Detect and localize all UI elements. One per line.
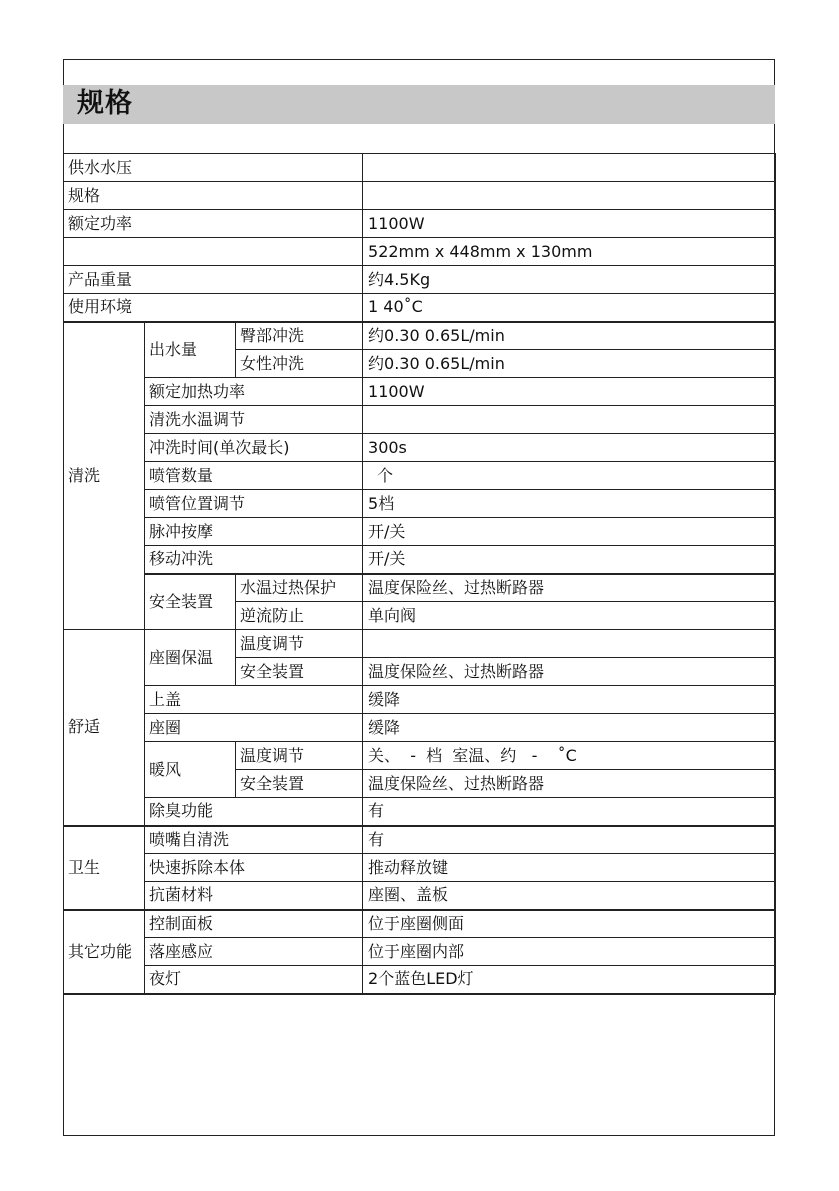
- table-row: [64, 434, 776, 462]
- table-row: [64, 798, 776, 826]
- row-value: 约0.30 0.65L/min: [363, 322, 776, 350]
- row-label: [64, 238, 363, 266]
- row-value: 1100W: [363, 210, 776, 238]
- row-value: 温度保险丝、过热断路器: [363, 770, 776, 798]
- table-row: [64, 966, 776, 994]
- row-label: 使用环境: [64, 294, 363, 322]
- row-label: 上盖: [145, 686, 363, 714]
- row-value: 1 40˚C: [363, 294, 776, 322]
- row-label: 女性冲洗: [236, 350, 363, 378]
- table-row: [64, 154, 776, 182]
- row-label: 温度调节: [236, 630, 363, 658]
- row-label: 移动冲洗: [145, 546, 363, 574]
- row-label: 喷嘴自清洗: [145, 826, 363, 854]
- table-row: [64, 910, 776, 938]
- table-row: [64, 882, 776, 910]
- row-label: 脉冲按摩: [145, 518, 363, 546]
- table-row: [64, 742, 776, 770]
- title-bar: [63, 85, 775, 124]
- table-row: [64, 518, 776, 546]
- row-label: 喷管数量: [145, 462, 363, 490]
- row-value: [363, 630, 776, 658]
- row-value: 关、 - 档 室温、约 - ˚C: [363, 742, 776, 770]
- row-label: 落座感应: [145, 938, 363, 966]
- row-label: 温度调节: [236, 742, 363, 770]
- row-value: [363, 182, 776, 210]
- row-value: 位于座圈内部: [363, 938, 776, 966]
- row-value: [363, 406, 776, 434]
- table-row: [64, 322, 776, 350]
- row-value: 有: [363, 798, 776, 826]
- table-row: [64, 714, 776, 742]
- row-label: 臀部冲洗: [236, 322, 363, 350]
- table-row: [64, 378, 776, 406]
- row-label: 除臭功能: [145, 798, 363, 826]
- row-label: 水温过热保护: [236, 574, 363, 602]
- row-value: 开/关: [363, 518, 776, 546]
- table-row: [64, 938, 776, 966]
- table-row: [64, 266, 776, 294]
- row-value: 单向阀: [363, 602, 776, 630]
- row-label: 规格: [64, 182, 363, 210]
- row-label: 夜灯: [145, 966, 363, 994]
- sub-group-label: 出水量: [145, 322, 236, 378]
- row-value: 522mm x 448mm x 130mm: [363, 238, 776, 266]
- table-row: [64, 462, 776, 490]
- row-value: 300s: [363, 434, 776, 462]
- row-label: 额定加热功率: [145, 378, 363, 406]
- row-label: 冲洗时间(单次最长): [145, 434, 363, 462]
- row-value: 座圈、盖板: [363, 882, 776, 910]
- sub-group-label: 暖风: [145, 742, 236, 798]
- table-row: [64, 210, 776, 238]
- row-label: 额定功率: [64, 210, 363, 238]
- table-row: [64, 826, 776, 854]
- row-value: 推动释放键: [363, 854, 776, 882]
- row-label: 喷管位置调节: [145, 490, 363, 518]
- row-label: 供水水压: [64, 154, 363, 182]
- sub-group-label: 安全装置: [145, 574, 236, 630]
- table-row: [64, 546, 776, 574]
- table-row: [64, 630, 776, 658]
- row-value: 温度保险丝、过热断路器: [363, 658, 776, 686]
- page-title: 规格: [77, 88, 133, 119]
- row-value: 5档: [363, 490, 776, 518]
- row-label: 产品重量: [64, 266, 363, 294]
- row-value: 约0.30 0.65L/min: [363, 350, 776, 378]
- table-row: [64, 686, 776, 714]
- row-label: 控制面板: [145, 910, 363, 938]
- group-label-comfort: 舒适: [64, 630, 145, 826]
- row-value: 有: [363, 826, 776, 854]
- row-label: 安全装置: [236, 770, 363, 798]
- table-row: [64, 294, 776, 322]
- row-value: 2个蓝色LED灯: [363, 966, 776, 994]
- row-value: 个: [363, 462, 776, 490]
- row-value: 开/关: [363, 546, 776, 574]
- table-row: [64, 574, 776, 602]
- group-label-hygiene: 卫生: [64, 826, 145, 910]
- row-label: 清洗水温调节: [145, 406, 363, 434]
- table-row: [64, 490, 776, 518]
- row-label: 安全装置: [236, 658, 363, 686]
- table-row: [64, 854, 776, 882]
- sub-group-label: 座圈保温: [145, 630, 236, 686]
- row-value: 温度保险丝、过热断路器: [363, 574, 776, 602]
- row-label: 快速拆除本体: [145, 854, 363, 882]
- row-value: 缓降: [363, 714, 776, 742]
- row-label: 逆流防止: [236, 602, 363, 630]
- group-label-other: 其它功能: [64, 910, 145, 994]
- row-label: 抗菌材料: [145, 882, 363, 910]
- table-row: [64, 238, 776, 266]
- row-label: 座圈: [145, 714, 363, 742]
- spec-table: [63, 153, 776, 995]
- row-value: 1100W: [363, 378, 776, 406]
- row-value: 约4.5Kg: [363, 266, 776, 294]
- table-row: [64, 406, 776, 434]
- group-label-cleaning: 清洗: [64, 322, 145, 630]
- row-value: 位于座圈侧面: [363, 910, 776, 938]
- row-value: [363, 154, 776, 182]
- row-value: 缓降: [363, 686, 776, 714]
- table-row: [64, 182, 776, 210]
